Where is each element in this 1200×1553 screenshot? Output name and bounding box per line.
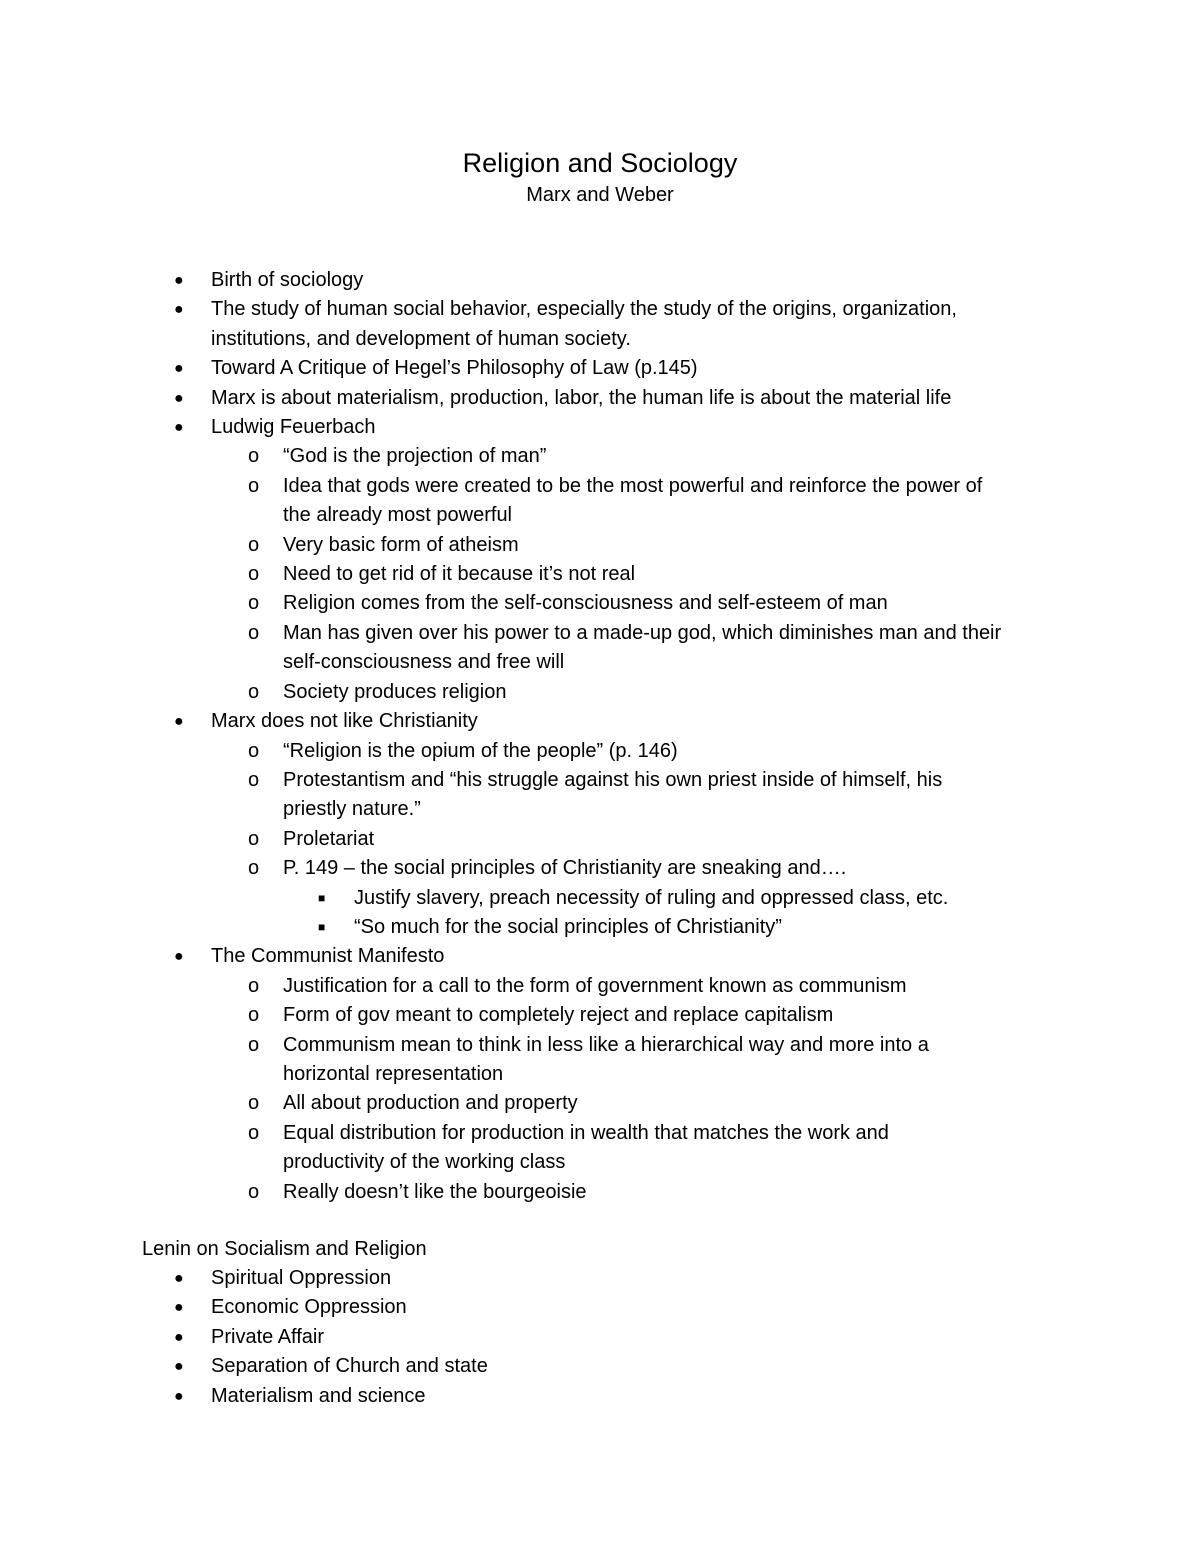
list-item-text: All about production and property [283, 1092, 578, 1115]
page-title: Religion and Sociology [462, 148, 738, 178]
list-item-level-1 [0, 942, 1200, 971]
list-item-text: “God is the projection of man” [283, 445, 547, 468]
circle-marker-icon: o [248, 533, 260, 556]
list-item-text: Toward A Critique of Hegel’s Philosophy of Law (p.145) [211, 357, 698, 380]
outline-list [0, 266, 1200, 1207]
list-item-continuation [0, 1060, 1200, 1089]
list-item-text: Economic Oppression [211, 1296, 407, 1319]
circle-marker-icon: o [248, 621, 260, 644]
circle-marker-icon: o [248, 974, 260, 997]
list-item-level-2 [0, 678, 1200, 707]
circle-marker-icon: o [248, 857, 260, 880]
list-item-level-1 [0, 1323, 1200, 1352]
bullet-marker-icon: ● [174, 1387, 184, 1405]
circle-marker-icon: o [248, 592, 260, 615]
page-subtitle: Marx and Weber [526, 184, 674, 206]
bullet-marker-icon: ● [174, 389, 184, 407]
list-item-level-2 [0, 1178, 1200, 1207]
bullet-marker-icon: ● [174, 272, 184, 289]
list-item-text: institutions, and development of human society. [211, 327, 631, 350]
list-item-level-2 [0, 531, 1200, 560]
list-item-text: productivity of the working class [283, 1151, 566, 1174]
list-item-level-2 [0, 1089, 1200, 1118]
circle-marker-icon: o [248, 739, 260, 762]
bullet-marker-icon: ● [174, 301, 184, 319]
list-item-text: Equal distribution for production in wealth that matches the work and [283, 1121, 889, 1144]
list-item-level-2 [0, 472, 1200, 501]
list-item-text: “Religion is the opium of the people” (p. 146) [283, 739, 678, 762]
list-item-text: Birth of sociology [211, 269, 364, 291]
bullet-marker-icon: ● [174, 948, 184, 966]
list-item-text: Spiritual Oppression [211, 1267, 392, 1289]
list-item-level-2 [0, 766, 1200, 795]
list-item-text: Justify slavery, preach necessity of ruling and oppressed class, etc. [354, 886, 949, 909]
list-item-level-3 [0, 884, 1200, 913]
square-marker-icon: ■ [318, 919, 326, 934]
list-item-level-2 [0, 854, 1200, 883]
list-item-level-2 [0, 1119, 1200, 1148]
list-item-text: The study of human social behavior, especially the study of the origins, organization, [211, 298, 957, 321]
list-item-text: Society produces religion [283, 680, 507, 703]
list-item-level-1 [0, 1382, 1200, 1411]
circle-marker-icon: o [248, 1033, 260, 1056]
list-item-text: Very basic form of atheism [283, 533, 519, 556]
lenin-list [0, 1264, 1200, 1411]
circle-marker-icon: o [248, 1180, 260, 1203]
list-item-level-2 [0, 825, 1200, 854]
list-item-level-1 [0, 266, 1200, 295]
lenin-section-heading: Lenin on Socialism and Religion [142, 1238, 427, 1260]
list-item-continuation [0, 325, 1200, 354]
list-item-level-2 [0, 1031, 1200, 1060]
square-marker-icon: ■ [318, 890, 326, 905]
circle-marker-icon: o [248, 1121, 260, 1144]
list-item-text: Man has given over his power to a made-up god, which diminishes man and their [283, 621, 1002, 644]
list-item-level-3 [0, 913, 1200, 942]
circle-marker-icon: o [248, 445, 260, 468]
list-item-level-2 [0, 1001, 1200, 1030]
list-item-level-1 [0, 354, 1200, 383]
list-item-text: Form of gov meant to completely reject and replace capitalism [283, 1004, 834, 1027]
list-item-text: Materialism and science [211, 1384, 426, 1407]
bullet-marker-icon: ● [174, 1328, 184, 1346]
list-item-text: Protestantism and “his struggle against his own priest inside of himself, his [283, 768, 943, 791]
list-item-text: Need to get rid of it because it’s not real [283, 563, 636, 586]
list-item-text: Marx does not like Christianity [211, 710, 478, 733]
list-item-level-1 [0, 1264, 1200, 1293]
list-item-continuation [0, 501, 1200, 530]
circle-marker-icon: o [248, 474, 260, 497]
list-item-level-2 [0, 619, 1200, 648]
list-item-level-1 [0, 1352, 1200, 1381]
list-item-text: Communism mean to think in less like a hierarchical way and more into a [283, 1033, 929, 1056]
list-item-text: Justification for a call to the form of government known as communism [283, 974, 907, 997]
bullet-marker-icon: ● [174, 1270, 184, 1287]
list-item-text: Proletariat [283, 827, 375, 850]
list-item-level-2 [0, 560, 1200, 589]
bullet-marker-icon: ● [174, 1299, 184, 1317]
circle-marker-icon: o [248, 563, 260, 586]
list-item-text: Really doesn’t like the bourgeoisie [283, 1180, 587, 1203]
list-item-level-2 [0, 442, 1200, 471]
list-item-text: Ludwig Feuerbach [211, 416, 376, 439]
circle-marker-icon: o [248, 680, 260, 703]
circle-marker-icon: o [248, 1004, 260, 1027]
circle-marker-icon: o [248, 768, 260, 791]
list-item-continuation [0, 648, 1200, 677]
list-item-text: Private Affair [211, 1325, 325, 1348]
list-item-text: Separation of Church and state [211, 1355, 488, 1378]
bullet-marker-icon: ● [174, 713, 184, 731]
list-item-level-1 [0, 1293, 1200, 1322]
list-item-text: horizontal representation [283, 1062, 504, 1085]
list-item-text: “So much for the social principles of Christianity” [354, 915, 782, 938]
circle-marker-icon: o [248, 827, 260, 850]
list-item-level-2 [0, 972, 1200, 1001]
list-item-level-1 [0, 413, 1200, 442]
list-item-text: The Communist Manifesto [211, 945, 445, 968]
circle-marker-icon: o [248, 1092, 260, 1115]
list-item-text: self-consciousness and free will [283, 651, 565, 674]
list-item-text: P. 149 – the social principles of Christianity are sneaking and…. [283, 857, 847, 880]
list-item-level-1 [0, 295, 1200, 324]
list-item-level-2 [0, 737, 1200, 766]
bullet-marker-icon: ● [174, 419, 184, 437]
list-item-continuation [0, 795, 1200, 824]
list-item-level-1 [0, 384, 1200, 413]
list-item-text: Religion comes from the self-consciousness and self-esteem of man [283, 592, 888, 615]
list-item-level-1 [0, 707, 1200, 736]
list-item-text: priestly nature.” [283, 798, 421, 821]
list-item-text: the already most powerful [283, 504, 513, 527]
bullet-marker-icon: ● [174, 1358, 184, 1376]
list-item-continuation [0, 1148, 1200, 1177]
list-item-text: Idea that gods were created to be the most powerful and reinforce the power of [283, 474, 983, 497]
list-item-text: Marx is about materialism, production, labor, the human life is about the material life [211, 386, 952, 409]
bullet-marker-icon: ● [174, 360, 184, 378]
list-item-level-2 [0, 589, 1200, 618]
